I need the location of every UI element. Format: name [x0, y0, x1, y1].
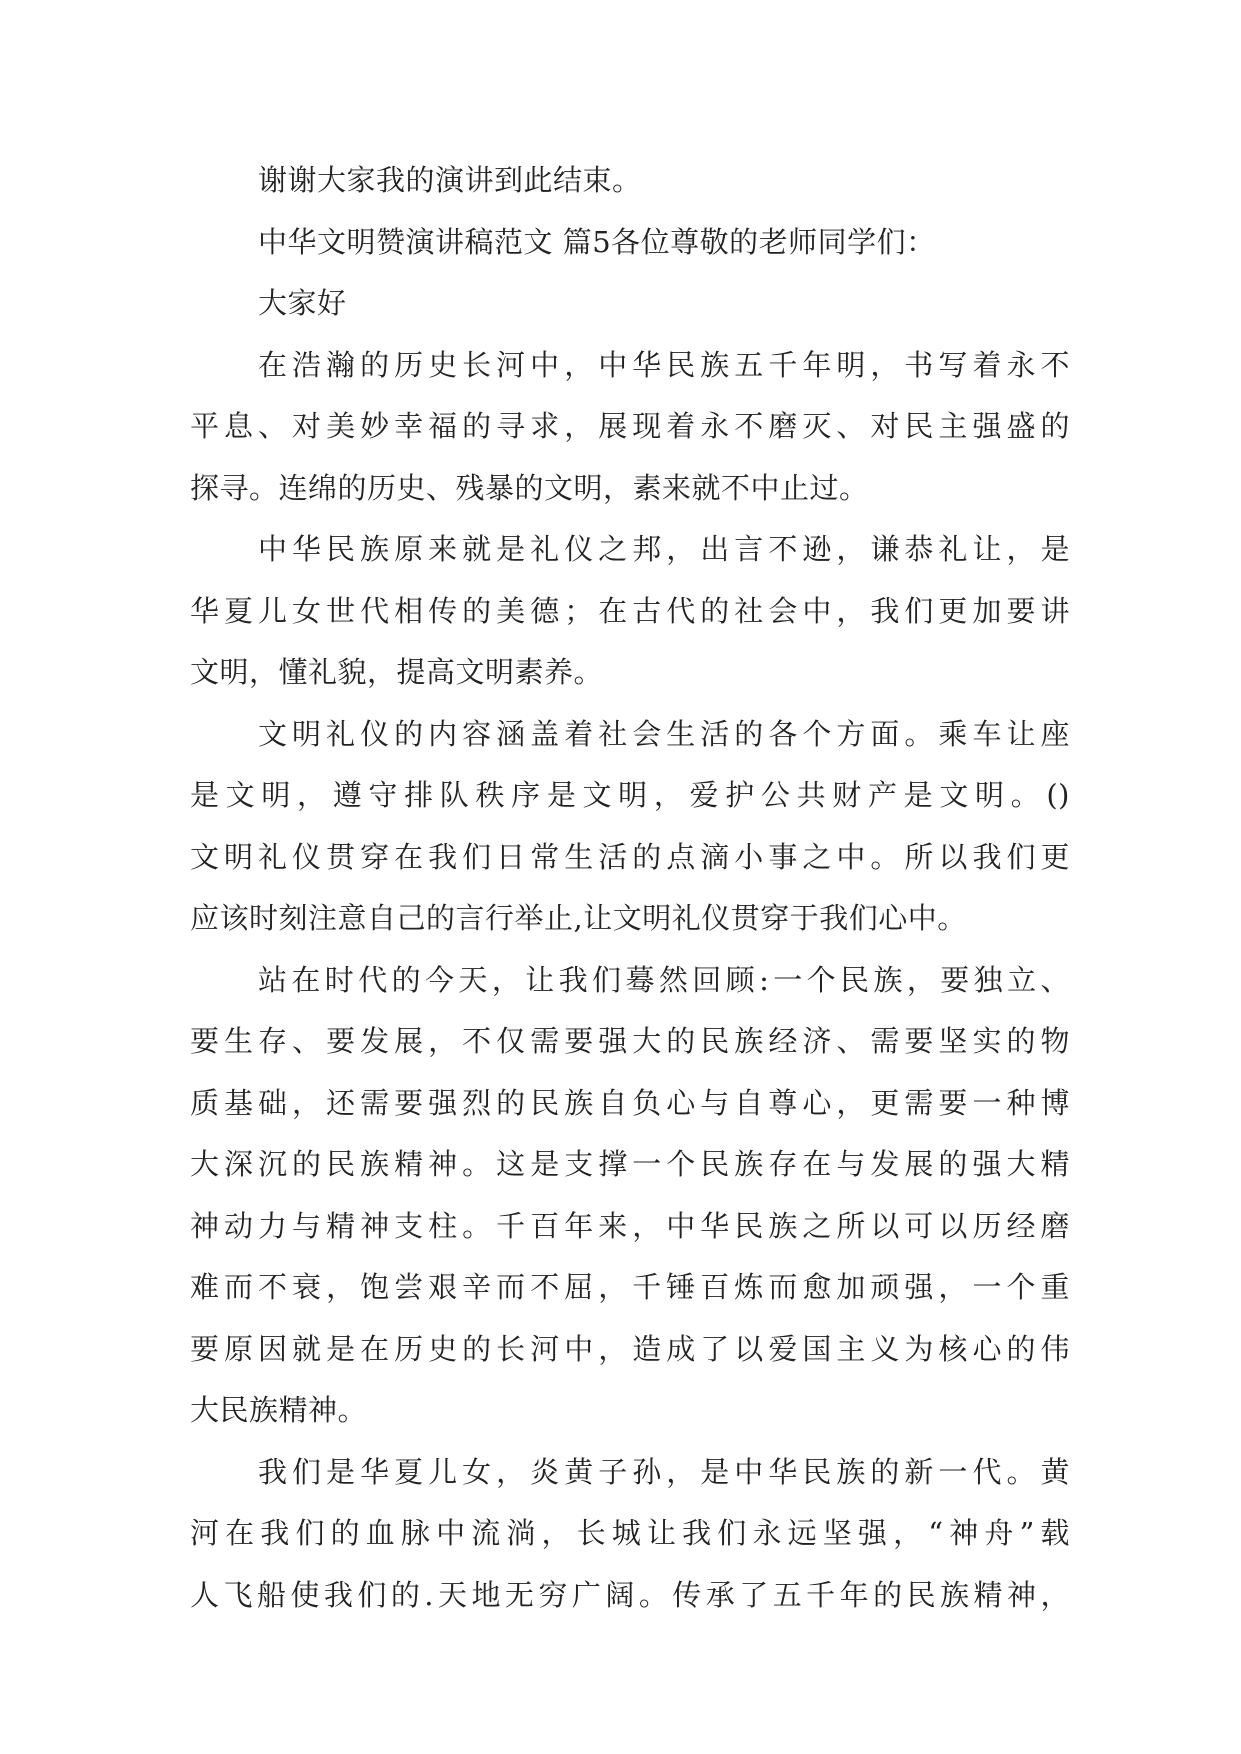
text-line: 要原因就是在历史的长河中，造成了以爱国主义为核心的伟: [190, 1331, 1070, 1366]
text-line: 文明礼仪的内容涵盖着社会生活的各个方面。乘车让座: [258, 716, 1070, 751]
text-line: 大家好: [258, 286, 347, 320]
text-line: 文明，懂礼貌，提高文明素养。: [190, 655, 604, 689]
text-line: 神动力与精神支柱。千百年来，中华民族之所以可以历经磨: [190, 1208, 1070, 1243]
text-line: 站在时代的今天，让我们蓦然回顾:一个民族，要独立、: [258, 962, 1070, 997]
text-line: 人飞船使我们的.天地无穷广阔。传承了五千年的民族精神，: [190, 1577, 1070, 1612]
text-line: 是文明，遵守排队秩序是文明，爱护公共财产是文明。(): [190, 778, 1070, 812]
text-line: 难而不衰，饱尝艰辛而不屈，千锤百炼而愈加顽强，一个重: [190, 1270, 1070, 1304]
text-line: 探寻。连绵的历史、残暴的文明，素来就不中止过。: [190, 470, 869, 505]
text-line: 中华民族原来就是礼仪之邦，出言不逊，谦恭礼让，是: [258, 532, 1070, 566]
text-line: 应该时刻注意自己的言行举止,让文明礼仪贯穿于我们心中。: [190, 901, 967, 935]
text-line: 平息、对美妙幸福的寻求，展现着永不磨灭、对民主强盛的: [190, 409, 1070, 443]
text-line: 文明礼仪贯穿在我们日常生活的点滴小事之中。所以我们更: [190, 839, 1070, 874]
text-line: 中华文明赞演讲稿范文 篇5各位尊敬的老师同学们：: [258, 224, 936, 259]
text-line: 我们是华夏儿女，炎黄子孙，是中华民族的新一代。黄: [258, 1454, 1070, 1489]
document-body: [190, 150, 1070, 1626]
text-line: 质基础，还需要强烈的民族自负心与自尊心，更需要一种博: [190, 1085, 1070, 1120]
text-line: 大深沉的民族精神。这是支撑一个民族存在与发展的强大精: [190, 1147, 1070, 1181]
text-line: 大民族精神。: [190, 1393, 368, 1427]
text-line: 河在我们的血脉中流淌，长城让我们永远坚强，“神舟”载: [190, 1516, 1070, 1550]
text-line: 谢谢大家我的演讲到此结束。: [258, 163, 642, 197]
text-line: 华夏儿女世代相传的美德；在古代的社会中，我们更加要讲: [190, 593, 1070, 628]
text-line: 要生存、要发展，不仅需要强大的民族经济、需要坚实的物: [190, 1024, 1070, 1058]
text-line: 在浩瀚的历史长河中，中华民族五千年明，书写着永不: [258, 347, 1070, 382]
